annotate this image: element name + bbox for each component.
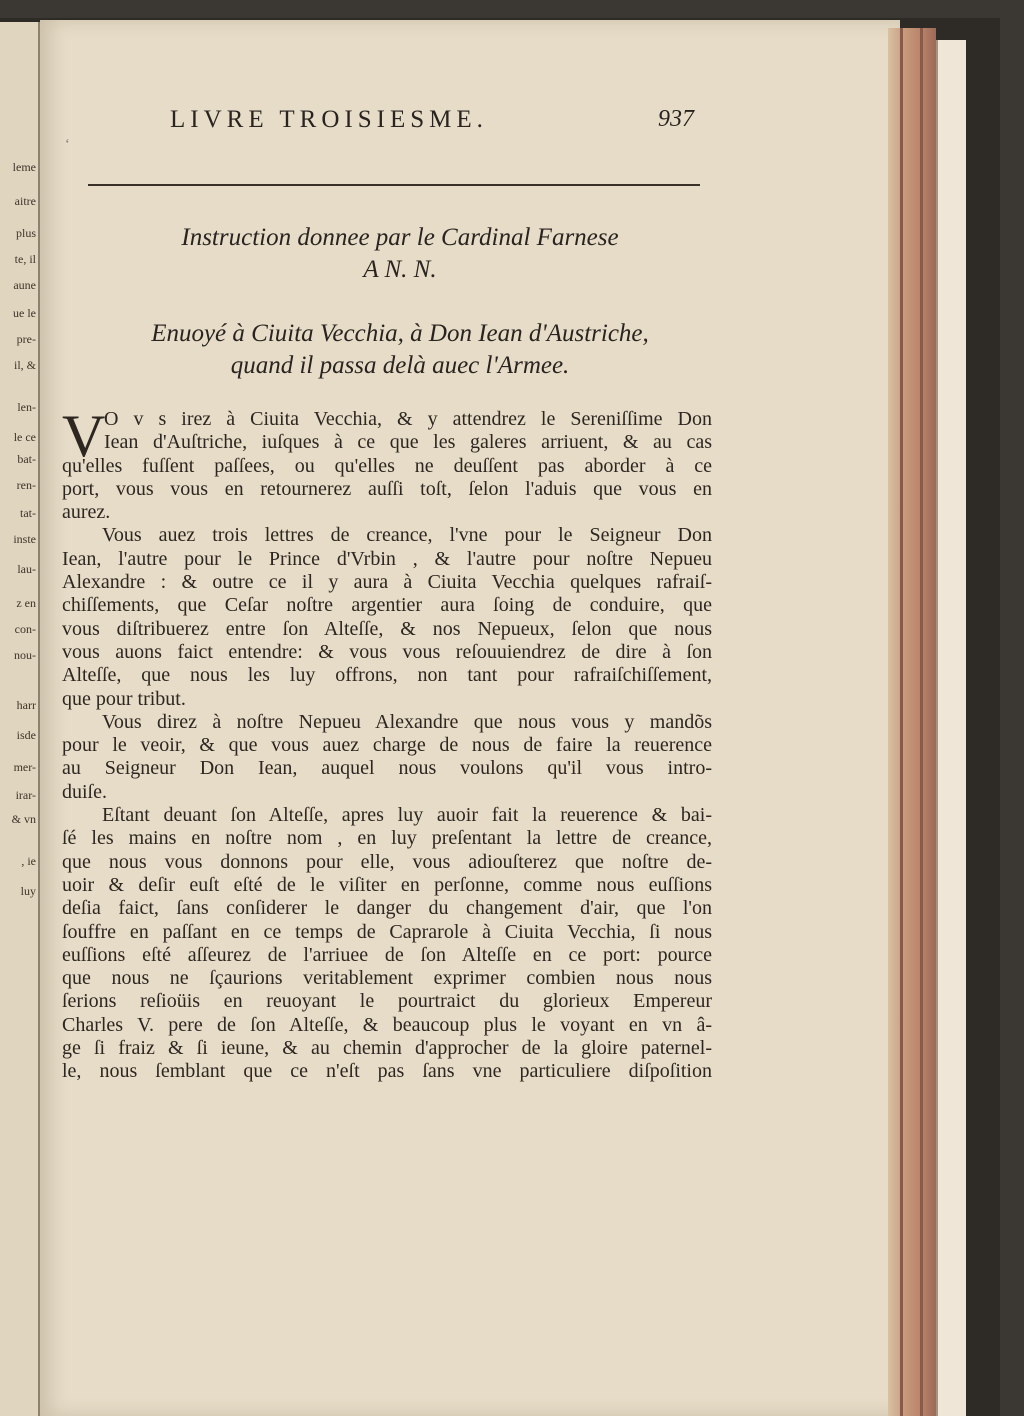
margin-fragment: harr [16, 698, 36, 712]
text-line: O v s irez à Ciuita Vecchia, & y attendrez le Sereniſſime Don [104, 408, 712, 430]
title-line: Instruction donnee par le Cardinal Farnese [181, 224, 619, 251]
text-line: euſſions eſté aſſeurez de l'arriuee de ſon Alteſſe en ce port: pource [62, 943, 712, 966]
text-line: au Seigneur Don Iean, auquel nous voulons qu'il vous intro- [62, 757, 712, 780]
text-line: Vous direz à noſtre Nepueu Alexandre que nous vous y mandõs [102, 710, 712, 733]
page-number: 937 [658, 106, 694, 132]
margin-fragment: z en [16, 596, 36, 610]
text-line: aurez. [62, 501, 111, 524]
text-line: Iean d'Auſtriche, iuſques à ce que les galeres arriuent, & au cas [104, 431, 712, 454]
margin-fragment: luy [20, 884, 36, 898]
text-line: uoir & deſir euſt eſté de le viſiter en perſonne, comme nous euſſions [62, 873, 712, 896]
margin-fragment: aitre [14, 194, 36, 208]
margin-fragment: inste [13, 532, 36, 546]
text-line: ſouffre en paſſant en ce temps de Caprarole à Ciuita Vecchia, ſi nous [62, 920, 712, 943]
margin-fragment: mer- [13, 760, 36, 774]
back-cover-board [936, 40, 966, 1416]
text-line: vous auons faict entendre: & vous vous reſouuiendrez de dire à ſon [62, 640, 712, 663]
header-rule [88, 184, 700, 186]
margin-fragment: & vn [11, 812, 36, 826]
text-line: vous diſtribuerez entre ſon Alteſſe, & nos Nepueux, ſelon que nous [62, 617, 712, 640]
margin-fragment: , ie [21, 854, 36, 868]
margin-fragment: lau- [17, 562, 36, 576]
margin-fragment: bat- [17, 452, 36, 466]
body-text [62, 403, 712, 1084]
fore-edge-stripe [900, 28, 903, 1416]
instruction-subtitle [100, 318, 700, 382]
text-line: duiſe. [62, 780, 107, 803]
text-line: Vous auez trois lettres de creance, l'vne pour le Seigneur Don [102, 524, 712, 547]
text-line: pour le veoir, & que vous auez charge de nous de faire la reuerence [62, 734, 712, 757]
pencil-mark: ‘ [65, 137, 70, 152]
margin-fragment: aune [13, 278, 36, 292]
text-line: qu'elles fuſſent paſſees, ou qu'elles ne deuſſent pas aborder à ce [62, 454, 712, 477]
text-line: que nous ne ſçaurions veritablement exprimer combien nous nous [62, 967, 712, 990]
margin-fragment: tat- [20, 506, 36, 520]
margin-fragment: ue le [13, 306, 36, 320]
left-page-edge [0, 22, 40, 1416]
text-line: port, vous vous en retournerez auſſi toſt, ſelon l'aduis que vous en [62, 477, 712, 500]
text-line: Iean, l'autre pour le Prince d'Vrbin , & l'autre pour noſtre Nepueu [62, 547, 712, 570]
margin-fragment: len- [17, 400, 36, 414]
margin-fragment: ren- [16, 478, 36, 492]
margin-fragment: irar- [15, 788, 36, 802]
margin-fragment: nou- [14, 648, 36, 662]
margin-fragment: isde [16, 728, 36, 742]
margin-fragment: plus [15, 226, 36, 240]
text-line: ge ſi fraiz & ſi ieune, & au chemin d'approcher de la gloire paternel- [62, 1037, 712, 1060]
margin-fragment: te, il [14, 252, 36, 266]
text-line: chiſſements, que Ceſar noſtre argentier aura ſoing de conduire, que [62, 594, 712, 617]
drop-cap: V [62, 403, 106, 469]
text-line: le, nous ſemblant que ce n'eſt pas ſans vne particuliere diſpoſition [62, 1060, 712, 1083]
text-line: Charles V. pere de ſon Alteſſe, & beaucoup plus le voyant en vn â- [62, 1013, 712, 1036]
margin-fragment: le ce [13, 430, 36, 444]
margin-fragment: pre- [16, 332, 36, 346]
margin-fragment: con- [14, 622, 36, 636]
fore-edge-stripe [920, 28, 923, 1416]
page-fore-edge [888, 28, 936, 1416]
text-line: deſia faict, ſans conſiderer le danger du changement d'air, que l'on [62, 897, 712, 920]
subtitle-line: quand il passa delà auec l'Armee. [230, 352, 570, 379]
running-head: LIVRE TROISIESME. [170, 106, 488, 133]
margin-fragment: leme [12, 160, 36, 174]
text-line: ſerions reſioüis en reuoyant le pourtraict du glorieux Empereur [62, 990, 712, 1013]
text-line: ſé les mains en noſtre nom , en luy preſentant la lettre de creance, [62, 827, 712, 850]
title-line: A N. N. [363, 256, 437, 283]
text-line: que nous vous donnons pour elle, vous adiouſterez que noſtre de- [62, 850, 712, 873]
text-line: que pour tribut. [62, 687, 186, 710]
page-header [170, 106, 710, 142]
margin-fragment: il, & [13, 358, 36, 372]
instruction-title [100, 222, 700, 286]
text-line: Alexandre : & outre ce il y aura à Ciuita Vecchia quelques rafraiſ- [62, 571, 712, 594]
subtitle-line: Enuoyé à Ciuita Vecchia, à Don Iean d'Austriche, [151, 320, 649, 347]
text-line: Eſtant deuant ſon Alteſſe, apres luy auoir fait la reuerence & bai- [102, 804, 712, 827]
text-line: Alteſſe, que nous les luy offrons, non tant pour rafraiſchiſſement, [62, 664, 712, 687]
